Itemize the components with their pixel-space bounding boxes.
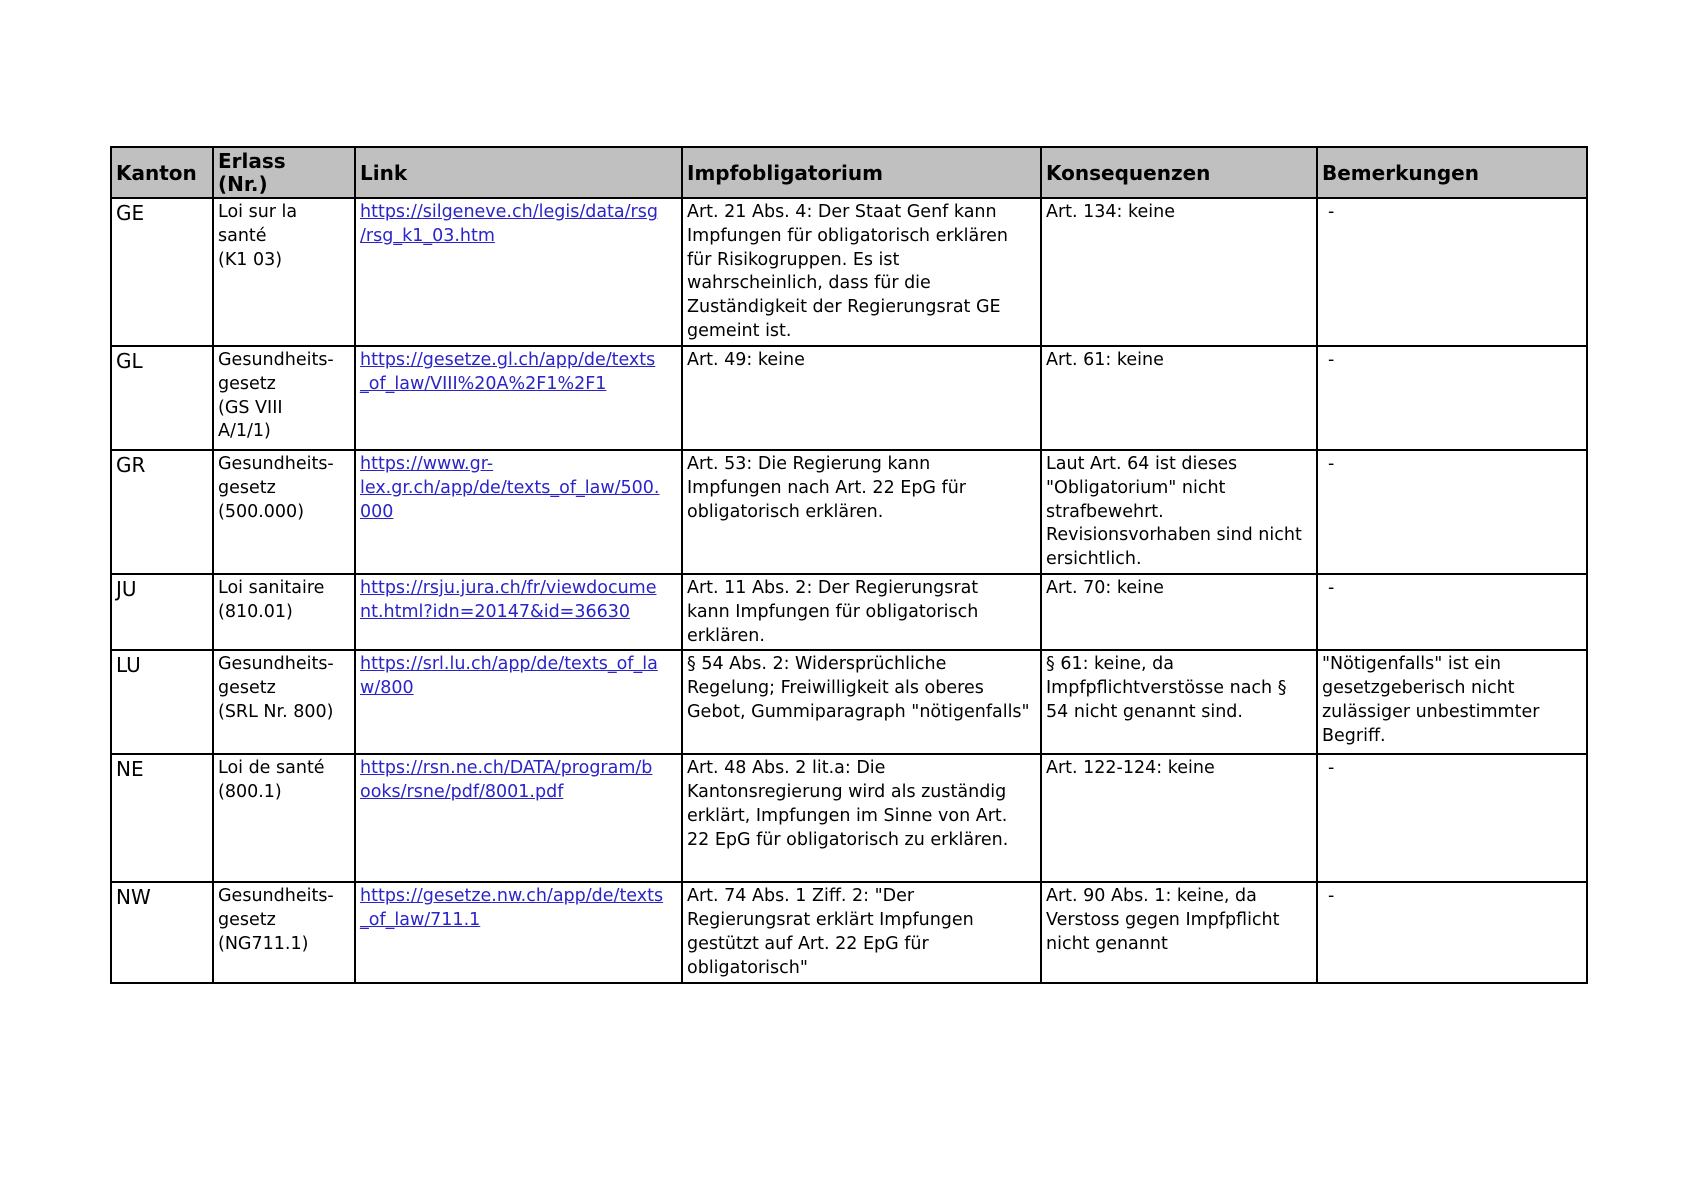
- cell-konsequenzen: Laut Art. 64 ist dieses "Obligatorium" nicht strafbewehrt. Revisionsvorhaben sind nicht ersichtlich.: [1041, 450, 1317, 574]
- cell-impfobligatorium: Art. 49: keine: [682, 346, 1041, 450]
- cell-konsequenzen: Art. 90 Abs. 1: keine, da Verstoss gegen Impfpflicht nicht genannt: [1041, 882, 1317, 982]
- cell-bemerkungen: -: [1317, 754, 1587, 882]
- law-link[interactable]: [360, 886, 663, 930]
- cell-erlass: Gesundheits- gesetz (SRL Nr. 800): [213, 650, 355, 754]
- cell-impfobligatorium: Art. 11 Abs. 2: Der Regierungsrat kann Impfungen für obligatorisch erklären.: [682, 574, 1041, 650]
- cell-kanton: GL: [111, 346, 213, 450]
- cell-konsequenzen: Art. 134: keine: [1041, 198, 1317, 346]
- header-link: Link: [355, 147, 682, 198]
- cell-kanton: JU: [111, 574, 213, 650]
- cell-konsequenzen: Art. 61: keine: [1041, 346, 1317, 450]
- law-link[interactable]: [360, 654, 658, 698]
- header-impfobligatorium: Impfobligatorium: [682, 147, 1041, 198]
- cell-impfobligatorium: Art. 48 Abs. 2 lit.a: Die Kantonsregierung wird als zuständig erklärt, Impfungen im Sinne von Art. 22 EpG für obligatorisch zu erklären.: [682, 754, 1041, 882]
- link-line: _of_law/711.1: [360, 910, 481, 931]
- cell-erlass: Loi de santé (800.1): [213, 754, 355, 882]
- cell-konsequenzen: Art. 122-124: keine: [1041, 754, 1317, 882]
- law-link[interactable]: [360, 350, 655, 394]
- cell-erlass: Gesundheits- gesetz (GS VIII A/1/1): [213, 346, 355, 450]
- cell-impfobligatorium: Art. 53: Die Regierung kann Impfungen nach Art. 22 EpG für obligatorisch erklären.: [682, 450, 1041, 574]
- cell-bemerkungen: -: [1317, 450, 1587, 574]
- cell-erlass: Gesundheits- gesetz (NG711.1): [213, 882, 355, 982]
- header-konsequenzen: Konsequenzen: [1041, 147, 1317, 198]
- cell-link: [355, 754, 682, 882]
- canton-vaccination-table: [110, 146, 1588, 984]
- cell-bemerkungen: -: [1317, 574, 1587, 650]
- link-line: https://rsju.jura.ch/fr/viewdocume: [360, 577, 657, 598]
- cell-konsequenzen: § 61: keine, da Impfpflichtverstösse nach § 54 nicht genannt sind.: [1041, 650, 1317, 754]
- table-row: [111, 450, 1587, 574]
- table-header-row: [111, 147, 1587, 198]
- cell-kanton: LU: [111, 650, 213, 754]
- cell-impfobligatorium: Art. 74 Abs. 1 Ziff. 2: "Der Regierungsrat erklärt Impfungen gestützt auf Art. 22 EpG für obligatorisch": [682, 882, 1041, 982]
- link-line: https://gesetze.nw.ch/app/de/texts: [360, 886, 664, 907]
- cell-link: [355, 450, 682, 574]
- cell-erlass: Gesundheits- gesetz (500.000): [213, 450, 355, 574]
- header-bemerkungen: Bemerkungen: [1317, 147, 1587, 198]
- table-row: [111, 198, 1587, 346]
- link-line: 000: [360, 501, 394, 522]
- cell-kanton: NW: [111, 882, 213, 982]
- cell-erlass: Loi sanitaire (810.01): [213, 574, 355, 650]
- cell-impfobligatorium: § 54 Abs. 2: Widersprüchliche Regelung; Freiwilligkeit als oberes Gebot, Gummiparagraph "nötigenfalls": [682, 650, 1041, 754]
- cell-bemerkungen: -: [1317, 346, 1587, 450]
- link-line: /rsg_k1_03.htm: [360, 225, 495, 246]
- table-row: [111, 574, 1587, 650]
- header-erlass: Erlass (Nr.): [213, 147, 355, 198]
- table-row: [111, 882, 1587, 982]
- link-line: lex.gr.ch/app/de/texts_of_law/500.: [360, 477, 660, 498]
- cell-link: [355, 882, 682, 982]
- table-row: [111, 650, 1587, 754]
- link-line: https://rsn.ne.ch/DATA/program/b: [360, 758, 653, 779]
- header-kanton: Kanton: [111, 147, 213, 198]
- cell-erlass: Loi sur la santé (K1 03): [213, 198, 355, 346]
- cell-kanton: GE: [111, 198, 213, 346]
- cell-konsequenzen: Art. 70: keine: [1041, 574, 1317, 650]
- cell-link: [355, 198, 682, 346]
- table-row: [111, 754, 1587, 882]
- link-line: https://gesetze.gl.ch/app/de/texts: [360, 350, 656, 370]
- link-line: https://srl.lu.ch/app/de/texts_of_la: [360, 654, 658, 675]
- link-line: ooks/rsne/pdf/8001.pdf: [360, 782, 564, 803]
- cell-link: [355, 650, 682, 754]
- link-line: w/800: [360, 678, 414, 699]
- cell-bemerkungen: -: [1317, 882, 1587, 982]
- cell-bemerkungen: "Nötigenfalls" ist ein gesetzgeberisch nicht zulässiger unbestimmter Begriff.: [1317, 650, 1587, 754]
- law-link[interactable]: [360, 578, 657, 622]
- law-link[interactable]: [360, 758, 652, 802]
- cell-link: [355, 346, 682, 450]
- link-line: https://www.gr-: [360, 454, 494, 474]
- link-line: _of_law/VIII%20A%2F1%2F1: [360, 373, 607, 394]
- law-link[interactable]: [360, 202, 658, 246]
- cell-kanton: NE: [111, 754, 213, 882]
- cell-kanton: GR: [111, 450, 213, 574]
- cell-link: [355, 574, 682, 650]
- link-line: https://silgeneve.ch/legis/data/rsg: [360, 202, 658, 222]
- law-link[interactable]: [360, 454, 660, 522]
- table-row: [111, 346, 1587, 450]
- cell-impfobligatorium: Art. 21 Abs. 4: Der Staat Genf kann Impfungen für obligatorisch erklären für Risikogruppen. Es ist wahrscheinlich, dass für die Zuständigkeit der Regierungsrat GE gemeint ist.: [682, 198, 1041, 346]
- link-line: nt.html?idn=20147&id=36630: [360, 601, 631, 622]
- cell-bemerkungen: -: [1317, 198, 1587, 346]
